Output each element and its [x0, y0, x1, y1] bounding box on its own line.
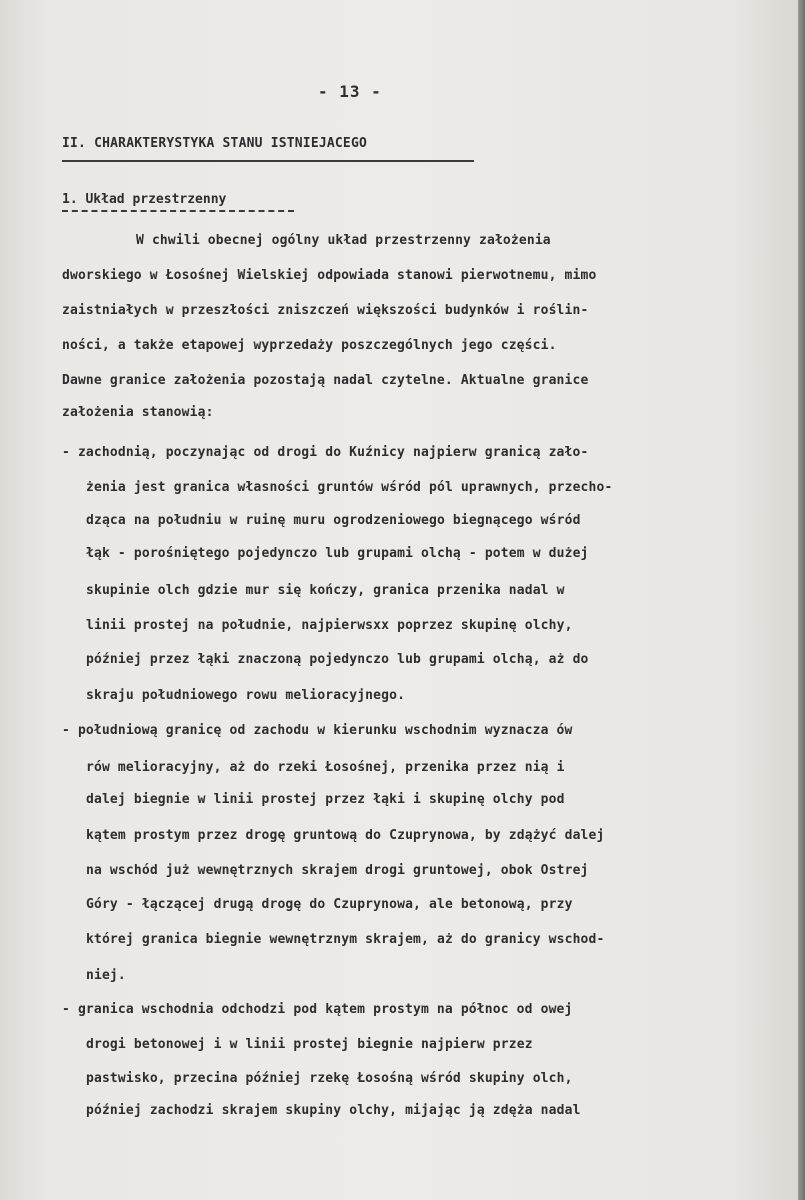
- binding-edge: [798, 0, 805, 1200]
- body-line: Dawne granice założenia pozostają nadal czytelne. Aktualne granice: [62, 373, 589, 388]
- body-line: zaistniałych w przeszłości zniszczeń większości budynków i roślin-: [62, 303, 589, 318]
- body-line: ności, a także etapowej wyprzedaży poszczególnych jego części.: [62, 338, 557, 353]
- body-line: dworskiego w Łosośnej Wielskiej odpowiada stanowi pierwotnemu, mimo: [62, 268, 597, 283]
- body-line: łąk - porośniętego pojedynczo lub grupami olchą - potem w dużej: [86, 546, 589, 561]
- body-line: kątem prostym przez drogę gruntową do Czuprynowa, by zdążyć dalej: [86, 828, 605, 843]
- body-line: niej.: [86, 968, 126, 983]
- body-line: żenia jest granica własności gruntów wśród pól uprawnych, przecho-: [86, 480, 613, 495]
- section-heading: II. CHARAKTERYSTYKA STANU ISTNIEJACEGO: [62, 136, 368, 151]
- list-item-line: - południową granicę od zachodu w kierunku wschodnim wyznacza ów: [62, 723, 573, 738]
- body-line: później przez łąki znaczoną pojedynczo lub grupami olchą, aż do: [86, 652, 589, 667]
- body-line: dalej biegnie w linii prostej przez łąki i skupinę olchy pod: [86, 792, 565, 807]
- body-line: Góry - łączącej drugą drogę do Czuprynowa, ale betonową, przy: [86, 897, 573, 912]
- body-line: której granica biegnie wewnętrznym skrajem, aż do granicy wschod-: [86, 932, 605, 947]
- subheading-underline: [62, 210, 294, 212]
- body-line: skraju południowego rowu melioracyjnego.: [86, 688, 406, 703]
- body-line: rów melioracyjny, aż do rzeki Łosośnej, przenika przez nią i: [86, 760, 565, 775]
- page-number: - 13 -: [318, 82, 382, 101]
- body-line: dząca na południu w ruinę muru ogrodzeniowego biegnącego wśród: [86, 513, 581, 528]
- list-item-line: - granica wschodnia odchodzi pod kątem prostym na północ od owej: [62, 1002, 573, 1017]
- heading-underline: [62, 160, 474, 162]
- body-line: linii prostej na południe, najpierwsxx poprzez skupinę olchy,: [86, 618, 573, 633]
- body-line: później zachodzi skrajem skupiny olchy, mijając ją zdęża nadal: [86, 1103, 581, 1118]
- body-line: założenia stanowią:: [62, 405, 214, 420]
- body-line: skupinie olch gdzie mur się kończy, granica przenika nadal w: [86, 583, 565, 598]
- body-line: W chwili obecnej ogólny układ przestrzenny założenia: [136, 233, 551, 248]
- list-item-line: - zachodnią, poczynając od drogi do Kuźnicy najpierw granicą zało-: [62, 445, 589, 460]
- subsection-heading: 1. Układ przestrzenny: [62, 192, 227, 207]
- body-line: drogi betonowej i w linii prostej biegnie najpierw przez: [86, 1037, 533, 1052]
- body-line: pastwisko, przecina później rzekę Łosośną wśród skupiny olch,: [86, 1071, 573, 1086]
- body-line: na wschód już wewnętrznych skrajem drogi gruntowej, obok Ostrej: [86, 863, 589, 878]
